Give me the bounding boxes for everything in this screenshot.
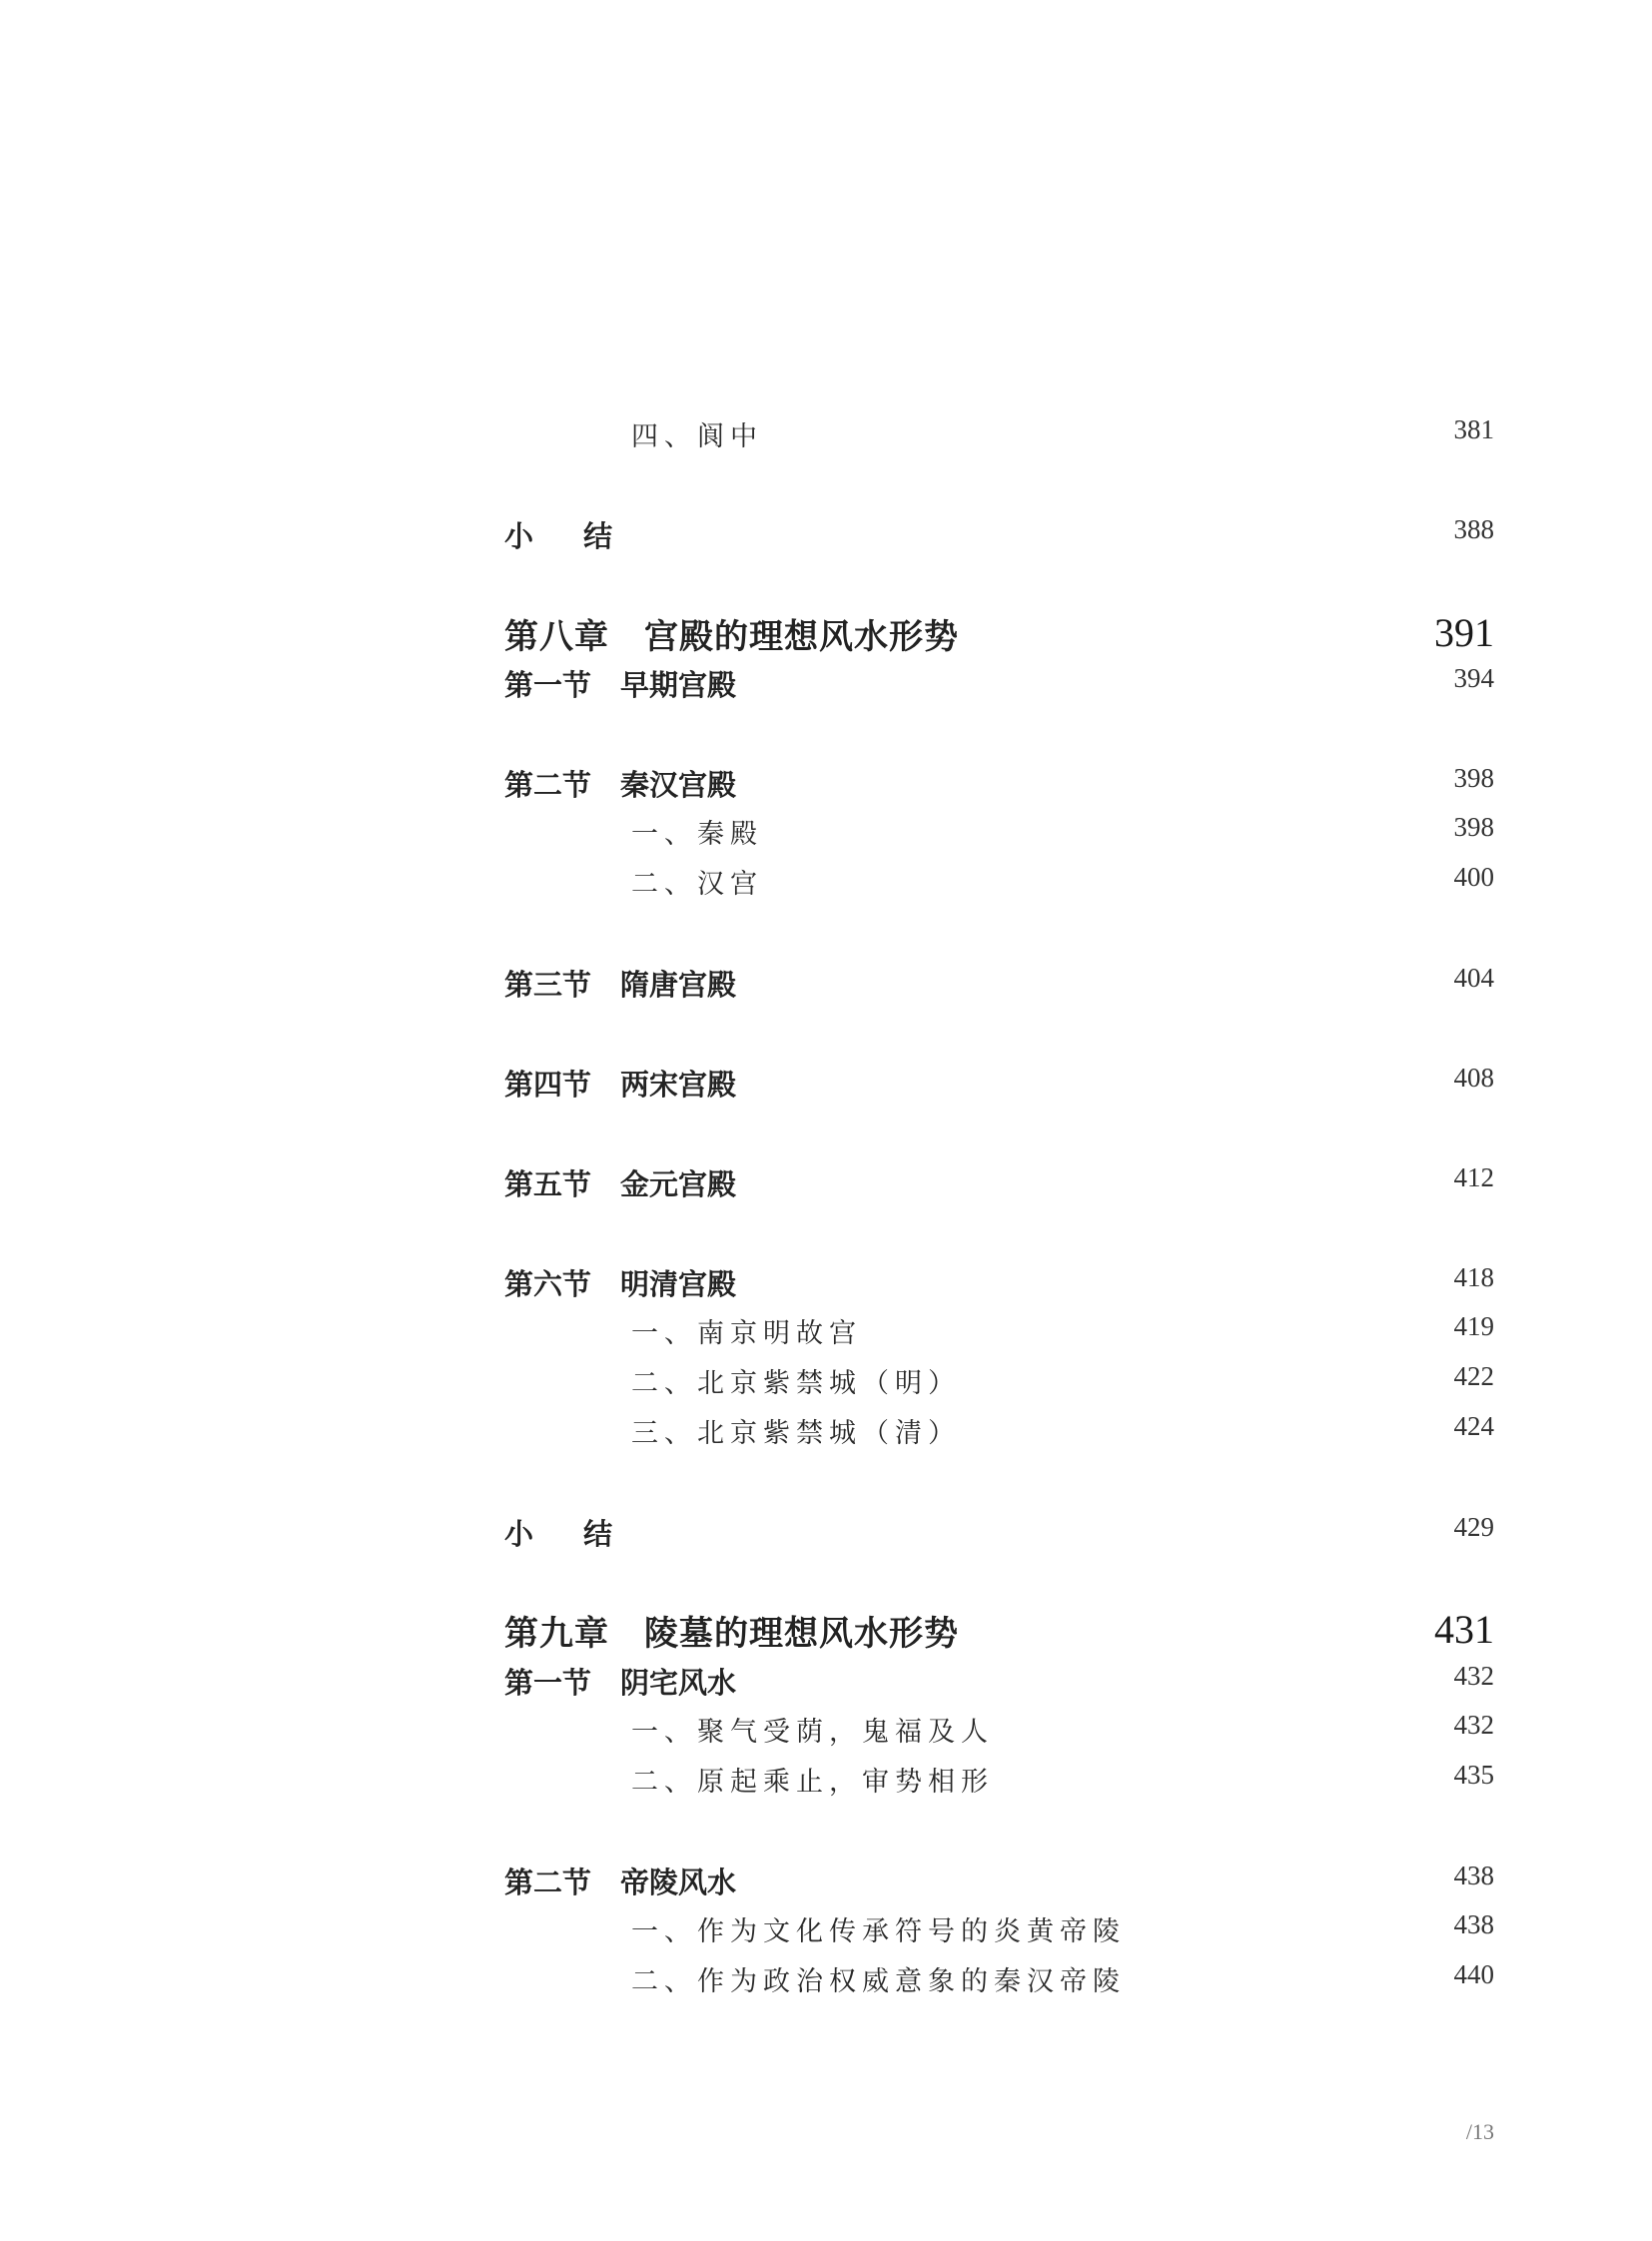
toc-item-title: 二、原起乘止，审势相形: [631, 1767, 994, 1798]
toc-summary-page: 388: [1453, 514, 1494, 544]
toc-chapter-page: 391: [1434, 610, 1494, 655]
toc-chapter-page: 431: [1434, 1607, 1494, 1652]
toc-section-title: 第一节 早期宫殿: [504, 668, 737, 702]
toc-item-page: 422: [1453, 1361, 1494, 1391]
toc-item-page: 400: [1453, 862, 1494, 892]
toc-item-title: 三、北京紫禁城（清）: [631, 1418, 961, 1449]
toc-item-page: 398: [1453, 812, 1494, 842]
toc-item-title: 二、北京紫禁城（明）: [631, 1368, 961, 1399]
toc-section-page: 418: [1453, 1262, 1494, 1292]
toc-section-title: 第四节 两宋宫殿: [504, 1068, 737, 1102]
toc-item-page: 419: [1453, 1311, 1494, 1341]
page-number: /13: [1465, 2119, 1494, 2144]
toc-section-page: 394: [1453, 663, 1494, 693]
toc-item-title: 一、聚气受荫，鬼福及人: [631, 1717, 994, 1748]
toc-item-title: 二、汉宫: [631, 869, 763, 900]
toc-item-title: 一、南京明故宫: [631, 1318, 862, 1349]
toc-item-title: 一、作为文化传承符号的炎黄帝陵: [631, 1916, 1126, 1947]
toc-item-page: 440: [1453, 1959, 1494, 1989]
toc-section-title: 第五节 金元宫殿: [504, 1167, 737, 1201]
toc-summary-title: 小 结: [504, 1517, 633, 1551]
toc-section-page: 398: [1453, 763, 1494, 793]
toc-section-title: 第三节 隋唐宫殿: [504, 968, 737, 1002]
toc-chapter-title: 第九章 陵墓的理想风水形势: [504, 1614, 959, 1654]
toc-section-page: 412: [1453, 1162, 1494, 1192]
toc-item-page: 432: [1453, 1710, 1494, 1740]
toc-item-page: 381: [1453, 414, 1494, 444]
toc-summary-title: 小 结: [504, 519, 633, 553]
toc-section-title: 第一节 阴宅风水: [504, 1666, 737, 1700]
toc-section-page: 408: [1453, 1063, 1494, 1093]
toc-item-title: 一、秦殿: [631, 819, 763, 850]
toc-summary-page: 429: [1453, 1512, 1494, 1542]
toc-item-page: 435: [1453, 1760, 1494, 1790]
toc-item-title: 二、作为政治权威意象的秦汉帝陵: [631, 1966, 1126, 1997]
toc-section-title: 第二节 秦汉宫殿: [504, 768, 737, 802]
toc-section-title: 第六节 明清宫殿: [504, 1267, 737, 1301]
toc-item-page: 424: [1453, 1411, 1494, 1441]
toc-section-page: 432: [1453, 1661, 1494, 1691]
toc-chapter-title: 第八章 宫殿的理想风水形势: [504, 617, 959, 657]
toc-section-page: 404: [1453, 963, 1494, 993]
toc-section-title: 第二节 帝陵风水: [504, 1866, 737, 1899]
toc-item-title: 四、阆中: [631, 421, 763, 452]
toc-section-page: 438: [1453, 1861, 1494, 1890]
toc-item-page: 438: [1453, 1909, 1494, 1939]
